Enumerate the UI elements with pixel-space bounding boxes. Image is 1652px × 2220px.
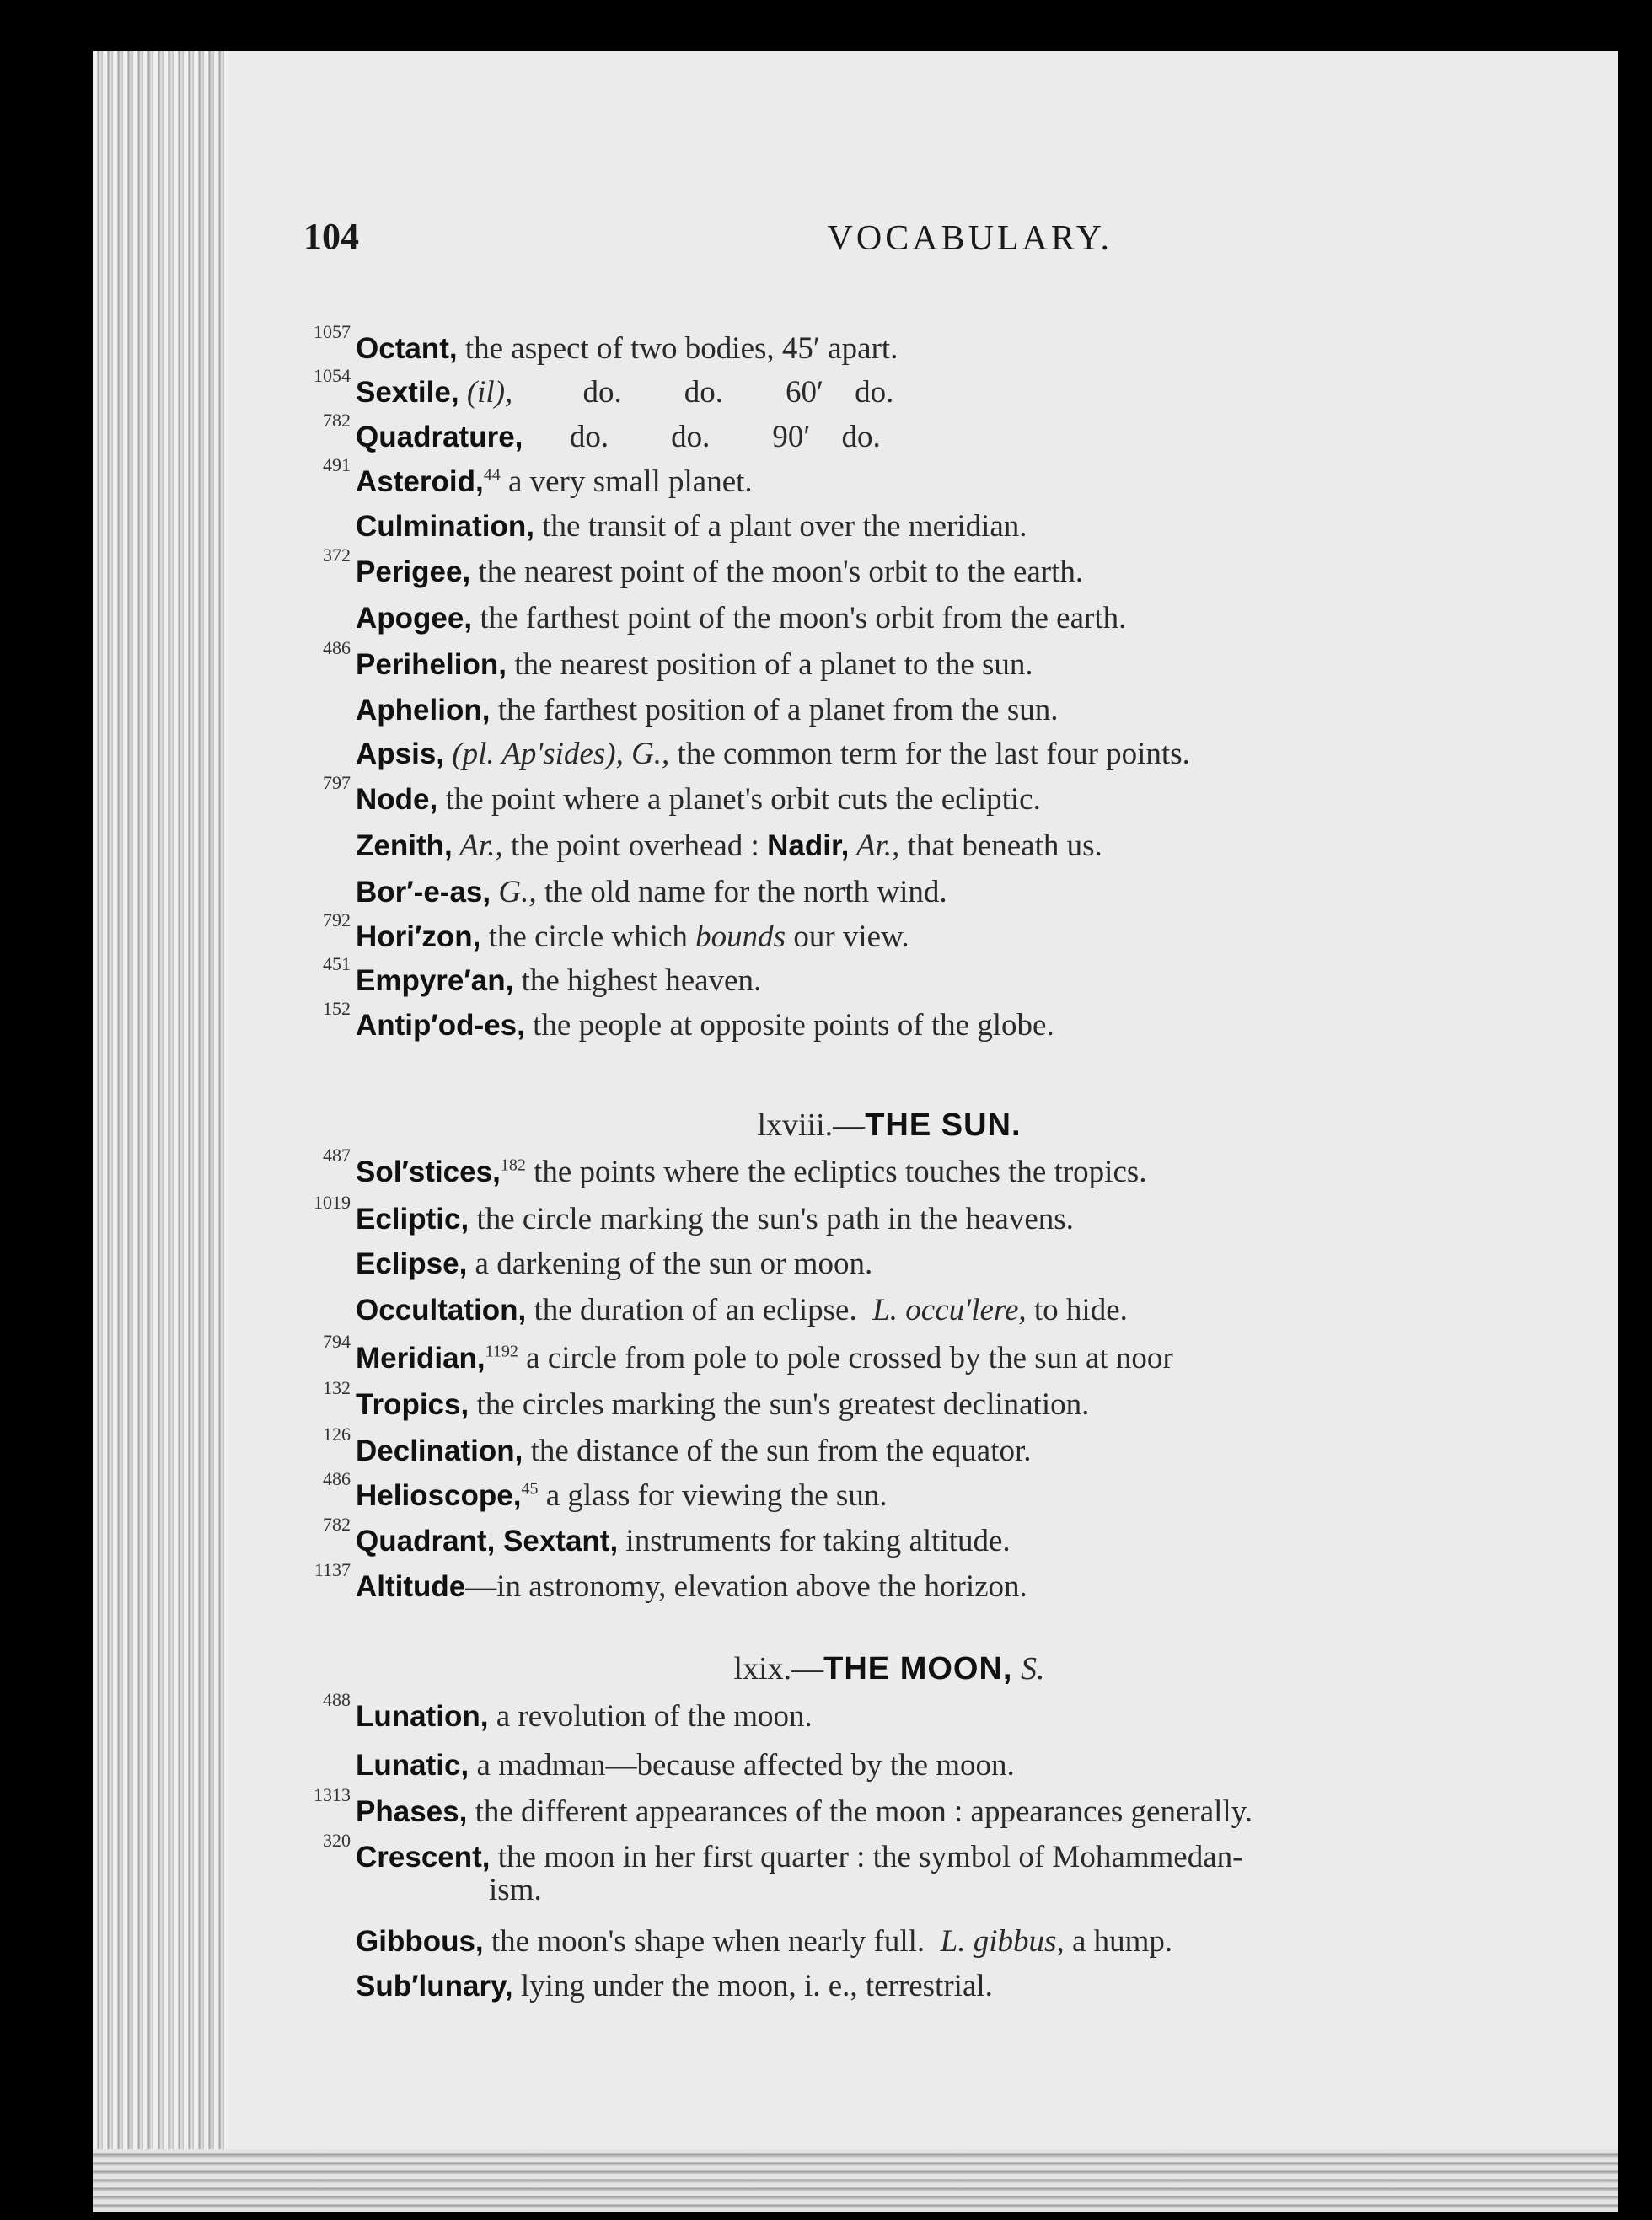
entry-headword: Perigee,	[356, 555, 471, 588]
entry-etymology: L. occu′lere,	[872, 1293, 1027, 1327]
entry-definition: the circles marking the sun's greatest declination.	[469, 1387, 1090, 1422]
vocab-entry	[303, 502, 1475, 551]
entry-definition: a revolution of the moon.	[488, 1699, 813, 1734]
entry-definition: do. do. 60′ do.	[512, 375, 894, 410]
entry-definition: the circle which	[480, 920, 696, 954]
entry-text	[356, 913, 909, 962]
vocab-entry	[303, 1784, 1475, 1837]
entry-headword: Gibbous,	[356, 1925, 484, 1958]
entry-headword: Perihelion,	[356, 648, 507, 681]
entry-definition: a circle from pole to pole crossed by the sun at noor	[518, 1341, 1173, 1375]
section-suffix: S.	[1012, 1651, 1045, 1686]
entry-reference-number: 1054	[314, 365, 351, 386]
entry-headword: Bor′-e-as,	[356, 876, 491, 909]
vocab-entry	[303, 1240, 1475, 1289]
entry-headword: Antip′od-es,	[356, 1009, 525, 1042]
vocab-entry	[303, 772, 1475, 824]
entry-reference-number: 487	[323, 1145, 351, 1166]
entry-definition: the transit of a plant over the meridian.	[534, 509, 1027, 544]
entry-reference-number: 44	[483, 465, 501, 485]
entry-headword: Lunatic,	[356, 1749, 469, 1782]
entry-headword: Aphelion,	[356, 694, 491, 727]
entry-reference-number: 488	[323, 1689, 351, 1710]
vocab-entry	[303, 1377, 1475, 1429]
vocab-entry	[303, 1559, 1475, 1611]
entry-reference-number: 1137	[314, 1559, 351, 1580]
page-edges-bottom	[93, 2149, 1618, 2212]
entry-reference-number: 1057	[314, 321, 351, 342]
entry-definition: a darkening of the sun or moon.	[467, 1247, 873, 1281]
section-heading-moon	[303, 1644, 1475, 1694]
entry-definition: a hump.	[1064, 1924, 1173, 1959]
entry-headword: Helioscope,	[356, 1479, 522, 1512]
entry-reference-number: 320	[323, 1830, 351, 1851]
entry-text	[356, 822, 1102, 871]
entry-headword: Zenith,	[356, 829, 453, 862]
entry-reference-number: 782	[323, 1514, 351, 1535]
entry-headword: Lunation,	[356, 1700, 489, 1733]
entry-definition: the point overhead :	[502, 828, 768, 863]
entry-text	[356, 1788, 1252, 1837]
entry-headword: Apogee,	[356, 602, 473, 635]
entry-headword: Octant,	[356, 332, 458, 365]
entry-headword: Meridian,	[356, 1342, 485, 1375]
vocab-entry	[303, 454, 1475, 507]
entry-text	[356, 1286, 1128, 1335]
entry-definition: the highest heaven.	[513, 963, 762, 998]
entry-headword: Asteroid,	[356, 465, 484, 498]
entry-definition: the farthest position of a planet from the sun.	[490, 693, 1059, 727]
entry-headword: Sextile,	[356, 376, 459, 409]
entry-headword: Node,	[356, 783, 438, 816]
entry-definition: the points where the ecliptics touches the tropics.	[525, 1155, 1147, 1189]
vocab-entry	[303, 1689, 1475, 1741]
entry-definition: the nearest position of a planet to the sun.	[506, 647, 1033, 682]
entry-definition: the distance of the sun from the equator.	[523, 1434, 1032, 1468]
vocab-entry	[303, 1286, 1475, 1335]
entry-text	[356, 1741, 1015, 1790]
page-number: 104	[303, 216, 359, 257]
section-numeral: lxviii.—	[757, 1107, 866, 1143]
entry-text	[356, 1962, 993, 2011]
entry-text	[356, 641, 1033, 689]
entry-reference-number: 45	[521, 1479, 539, 1499]
vocab-entry	[303, 321, 1475, 373]
entry-continuation: ism.	[489, 1873, 542, 1907]
entry-definition: the common term for the last four points.	[669, 737, 1190, 771]
entry-definition: do. do. 90′ do.	[523, 420, 881, 454]
entry-definition: the duration of an eclipse.	[526, 1293, 873, 1327]
entry-reference-number: 491	[323, 454, 351, 475]
entry-reference-number: 486	[323, 637, 351, 658]
entry-definition: the moon in her first quarter : the symbol of Mohammedan-	[490, 1840, 1243, 1874]
entry-reference-number: 782	[323, 410, 351, 431]
vocab-entry	[303, 1514, 1475, 1566]
entry-definition: —in astronomy, elevation above the horizon.	[465, 1569, 1027, 1604]
entry-text	[356, 594, 1126, 643]
entry-headword: Culmination,	[356, 510, 534, 543]
entry-headword: Altitude	[356, 1570, 466, 1603]
entry-headword: Declination,	[356, 1434, 523, 1467]
entry-reference-number: 797	[323, 772, 351, 793]
vocab-entry	[303, 1424, 1475, 1476]
entry-reference-number: 182	[500, 1156, 526, 1175]
entry-definition: to hide.	[1026, 1293, 1128, 1327]
entry-headword: Empyre′an,	[356, 964, 514, 997]
entry-text	[356, 730, 1190, 779]
entry-text	[356, 1517, 1011, 1566]
vocab-entry	[303, 410, 1475, 462]
entry-definition: the different appearances of the moon : appearances generally.	[467, 1794, 1253, 1829]
entry-text	[356, 324, 898, 373]
entry-headword: Tropics,	[356, 1388, 469, 1421]
vocab-entry	[303, 1192, 1475, 1244]
entry-reference-number: 794	[323, 1331, 351, 1352]
vocab-entry	[303, 544, 1475, 597]
vocab-entry	[303, 686, 1475, 735]
entry-headword: Apsis,	[356, 737, 445, 770]
entry-headword: Phases,	[356, 1795, 468, 1828]
section-heading-sun	[303, 1100, 1475, 1150]
section-numeral: lxix.—	[733, 1651, 824, 1686]
entry-reference-number: 132	[323, 1377, 351, 1398]
entry-text	[356, 502, 1027, 551]
entry-text	[356, 957, 761, 1005]
vocab-entry	[303, 730, 1475, 779]
entry-definition: that beneath us.	[899, 828, 1102, 863]
entry-text	[356, 458, 753, 507]
entry-text	[356, 1381, 1089, 1429]
entry-reference-number: 1313	[314, 1784, 351, 1805]
entry-definition: the people at opposite points of the globe.	[524, 1008, 1054, 1043]
vocab-entry	[303, 1145, 1475, 1197]
vocab-entry	[303, 365, 1475, 417]
entry-definition: instruments for taking altitude.	[618, 1524, 1011, 1558]
vocab-entry	[303, 1331, 1475, 1383]
vocab-entry	[303, 909, 1475, 962]
entry-reference-number: 126	[323, 1424, 351, 1445]
running-head	[303, 215, 1113, 265]
vocab-entry	[303, 1962, 1475, 2011]
vocab-entry	[303, 1468, 1475, 1520]
entry-headword: Sol′stices,	[356, 1156, 501, 1188]
section-title: THE MOON,	[823, 1651, 1013, 1686]
entry-etymology: L. gibbus,	[940, 1924, 1065, 1959]
vocab-entry	[303, 1917, 1475, 1966]
entry-text	[356, 1240, 872, 1289]
entry-definition: the aspect of two bodies, 45′ apart.	[457, 331, 898, 366]
entry-text	[356, 1427, 1032, 1476]
entry-definition: the old name for the north wind.	[536, 875, 947, 909]
entry-definition: the farthest point of the moon's orbit from the earth.	[472, 601, 1127, 635]
entry-headword: Ecliptic,	[356, 1203, 469, 1236]
entry-reference-number: 152	[323, 998, 351, 1019]
entry-reference-number: 1019	[314, 1192, 351, 1213]
entry-definition: a very small planet.	[500, 464, 753, 499]
vocab-entry	[303, 822, 1475, 871]
entry-headword: Eclipse,	[356, 1247, 468, 1280]
entry-reference-number: 451	[323, 953, 351, 974]
entry-text	[356, 686, 1059, 735]
entry-text	[356, 1334, 1173, 1383]
entry-definition: a glass for viewing the sun.	[538, 1478, 888, 1513]
entry-reference-number: 486	[323, 1468, 351, 1489]
entry-reference-number: 792	[323, 909, 351, 930]
entry-etymology: Ar.,	[849, 828, 900, 863]
entry-text	[356, 775, 1041, 824]
entry-etymology: Ar.,	[452, 828, 503, 863]
vocab-entry	[303, 637, 1475, 689]
entry-text	[356, 1563, 1027, 1611]
vocab-entry	[303, 998, 1475, 1050]
entry-definition: the point where a planet's orbit cuts the ecliptic.	[437, 782, 1041, 817]
entry-definition: the moon's shape when nearly full.	[483, 1924, 941, 1959]
entry-headword: Occultation,	[356, 1294, 527, 1327]
vocab-entry	[303, 594, 1475, 643]
entry-headword: Hori′zon,	[356, 920, 481, 953]
entry-headword: Sub′lunary,	[356, 1970, 513, 2003]
entry-reference-number: 1192	[485, 1342, 518, 1361]
entry-text	[356, 868, 947, 917]
entry-text	[356, 413, 881, 462]
entry-definition: the nearest point of the moon's orbit to the earth.	[470, 555, 1084, 589]
vocab-entry	[303, 953, 1475, 1005]
entry-etymology: G.,	[491, 875, 537, 909]
entry-text	[356, 1148, 1147, 1197]
entry-headword: Quadrant, Sextant,	[356, 1525, 619, 1558]
entry-text	[356, 548, 1083, 597]
entry-reference-number: 372	[323, 544, 351, 566]
entry-definition: our view.	[786, 920, 909, 954]
entry-text	[356, 368, 893, 417]
vocab-entry	[303, 868, 1475, 917]
entry-etymology: (pl. Ap'sides), G.,	[444, 737, 670, 771]
entry-headword: Quadrature,	[356, 421, 523, 453]
entry-definition: a madman—because affected by the moon.	[469, 1748, 1015, 1783]
entry-text	[356, 1692, 813, 1741]
entry-headword: Crescent,	[356, 1841, 491, 1874]
page-edges	[93, 51, 228, 2212]
vocab-entry	[303, 1741, 1475, 1790]
section-title: THE SUN.	[865, 1107, 1022, 1143]
entry-definition: lying under the moon, i. e., terrestrial.	[512, 1969, 993, 2003]
running-title: VOCABULARY.	[827, 219, 1113, 258]
entry-definition: the circle marking the sun's path in the heavens.	[469, 1202, 1074, 1236]
entry-headword: Nadir,	[767, 829, 850, 862]
entry-etymology: (il),	[459, 375, 513, 410]
entry-etymology: bounds	[695, 920, 786, 954]
entry-text	[356, 1917, 1172, 1966]
entry-text	[356, 1001, 1054, 1050]
entry-text	[356, 1195, 1074, 1244]
entry-text	[356, 1472, 888, 1520]
